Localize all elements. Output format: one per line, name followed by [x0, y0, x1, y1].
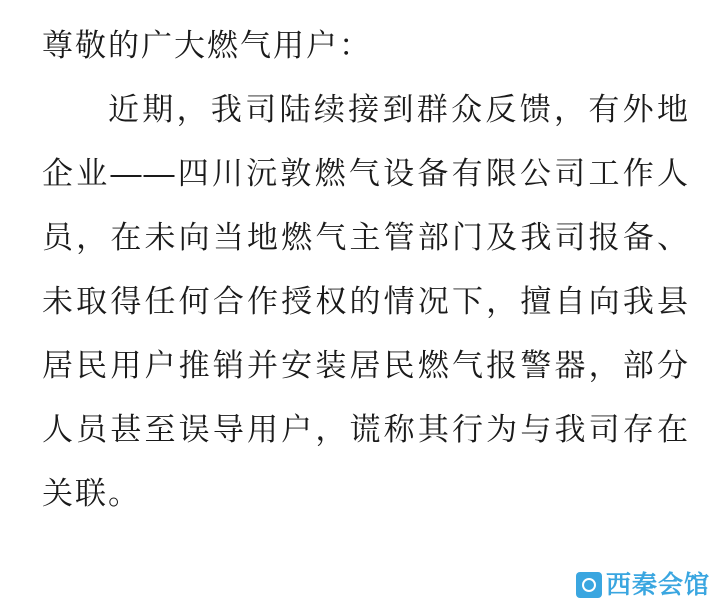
notice-paragraph-1: 近期，我司陆续接到群众反馈，有外地企业——四川沅敦燃气设备有限公司工作人员，在未向当地燃气主管部门及我司报备、未取得任何合作授权的情况下，擅自向我县居民用户推销并安装居民燃气报警器，部分人员甚至误导用户，谎称其行为与我司存在关联。 — [42, 92, 690, 511]
circle-badge-icon — [576, 572, 602, 598]
watermark-text: 西秦会馆 — [605, 570, 710, 599]
watermark — [576, 572, 710, 598]
notice-salutation: 尊敬的广大燃气用户： — [42, 28, 372, 63]
